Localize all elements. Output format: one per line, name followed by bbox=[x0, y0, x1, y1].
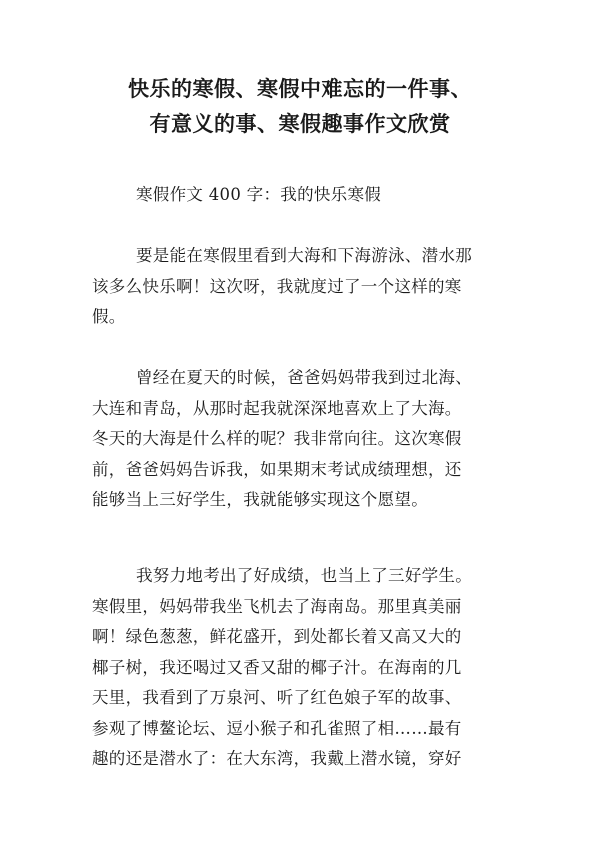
paragraph-line: 假。 bbox=[92, 307, 126, 326]
paragraph-line: 要是能在寒假里看到大海和下海游泳、潜水那 bbox=[136, 246, 472, 265]
paragraph-2 bbox=[92, 363, 512, 516]
paragraph-line: 参观了博鳌论坛、逗小猴子和孔雀照了相……最有 bbox=[92, 718, 462, 738]
document-title-line-1: 快乐的寒假、寒假中难忘的一件事、 bbox=[128, 77, 472, 101]
paragraph-line: 趣的还是潜水了：在大东湾，我戴上潜水镜，穿好 bbox=[92, 749, 462, 768]
paragraph-line: 冬天的大海是什么样的呢？我非常向往。这次寒假 bbox=[92, 429, 462, 448]
paragraph-essay-heading bbox=[92, 180, 512, 211]
paragraph-line: 该多么快乐啊！这次呀，我就度过了一个这样的寒 bbox=[92, 276, 462, 296]
paragraph-line: 寒假作文 400 字：我的快乐寒假 bbox=[136, 185, 382, 204]
document-title-line-2: 有意义的事、寒假趣事作文欣赏 bbox=[149, 112, 451, 136]
paragraph-3 bbox=[92, 561, 512, 775]
paragraph-line: 大连和青岛，从那时起我就深深地喜欢上了大海。 bbox=[92, 398, 462, 418]
paragraph-line: 天里，我看到了万泉河、听了红色娘子军的故事、 bbox=[92, 688, 462, 707]
paragraph-line: 啊！绿色葱葱，鲜花盛开，到处都长着又高又大的 bbox=[92, 627, 462, 646]
paragraph-1 bbox=[92, 241, 512, 333]
paragraph-line: 曾经在夏天的时候，爸爸妈妈带我到过北海、 bbox=[136, 368, 472, 387]
paragraph-line: 椰子树，我还喝过又香又甜的椰子汁。在海南的几 bbox=[92, 657, 462, 677]
paragraph-line: 我努力地考出了好成绩，也当上了三好学生。 bbox=[136, 566, 472, 585]
paragraph-line: 能够当上三好学生，我就能够实现这个愿望。 bbox=[92, 490, 428, 509]
paragraph-line: 寒假里，妈妈带我坐飞机去了海南岛。那里真美丽 bbox=[92, 596, 462, 616]
paragraph-line: 前，爸爸妈妈告诉我，如果期末考试成绩理想，还 bbox=[92, 459, 462, 479]
